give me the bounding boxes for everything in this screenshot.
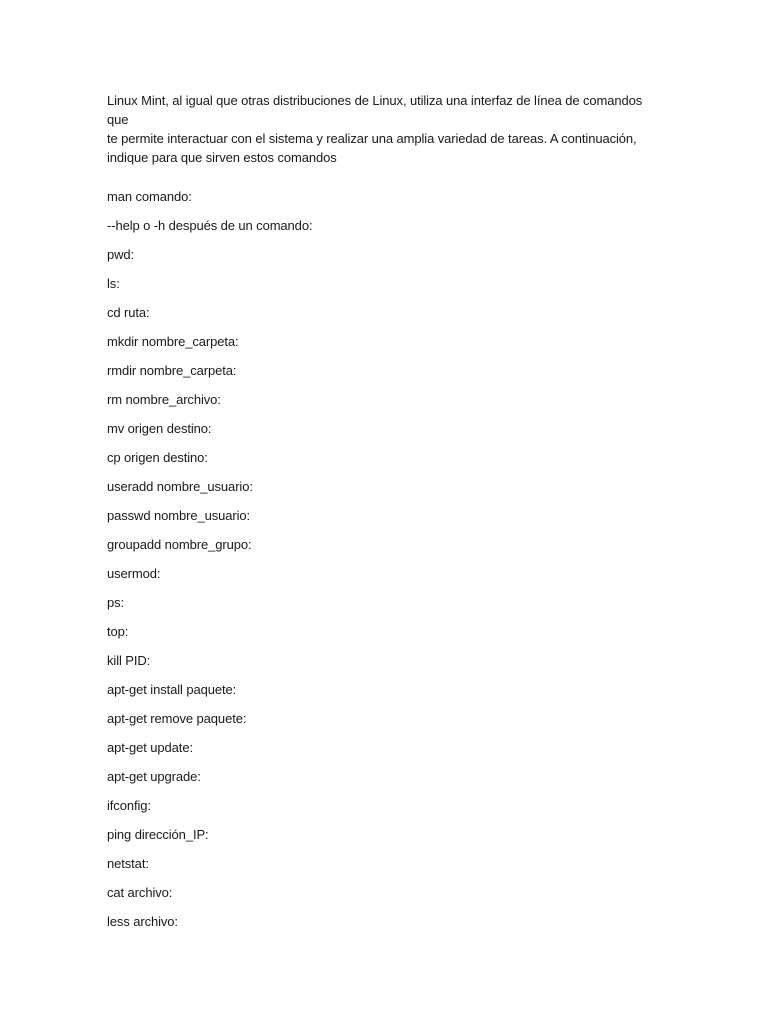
command-item: rm nombre_archivo: <box>107 392 221 407</box>
command-item: groupadd nombre_grupo: <box>107 537 252 552</box>
command-item: mkdir nombre_carpeta: <box>107 334 239 349</box>
command-item: --help o -h después de un comando: <box>107 218 313 233</box>
command-item: ping dirección_IP: <box>107 827 209 842</box>
command-item: apt-get update: <box>107 740 193 755</box>
command-item: apt-get upgrade: <box>107 769 201 784</box>
command-list <box>107 187 312 941</box>
command-item: less archivo: <box>107 914 178 929</box>
command-item: pwd: <box>107 247 135 262</box>
command-item: ls: <box>107 276 120 291</box>
command-item: mv origen destino: <box>107 421 212 436</box>
command-item: cat archivo: <box>107 885 173 900</box>
command-item: useradd nombre_usuario: <box>107 479 253 494</box>
command-item: cp origen destino: <box>107 450 208 465</box>
command-item: rmdir nombre_carpeta: <box>107 363 237 378</box>
command-item: apt-get install paquete: <box>107 682 237 697</box>
command-item: kill PID: <box>107 653 151 668</box>
command-item: cd ruta: <box>107 305 150 320</box>
command-item: man comando: <box>107 189 192 204</box>
command-item: passwd nombre_usuario: <box>107 508 251 523</box>
command-item: top: <box>107 624 129 639</box>
command-item: apt-get remove paquete: <box>107 711 247 726</box>
intro-paragraph: Linux Mint, al igual que otras distribuciones de Linux, utiliza una interfaz de línea de comandos que te permite interactuar con el sistema y realizar una amplia variedad de tareas. A continuación, indique para que sirven estos comandos <box>107 93 643 165</box>
command-item: usermod: <box>107 566 161 581</box>
command-item: netstat: <box>107 856 149 871</box>
command-item: ifconfig: <box>107 798 151 813</box>
command-item: ps: <box>107 595 125 610</box>
